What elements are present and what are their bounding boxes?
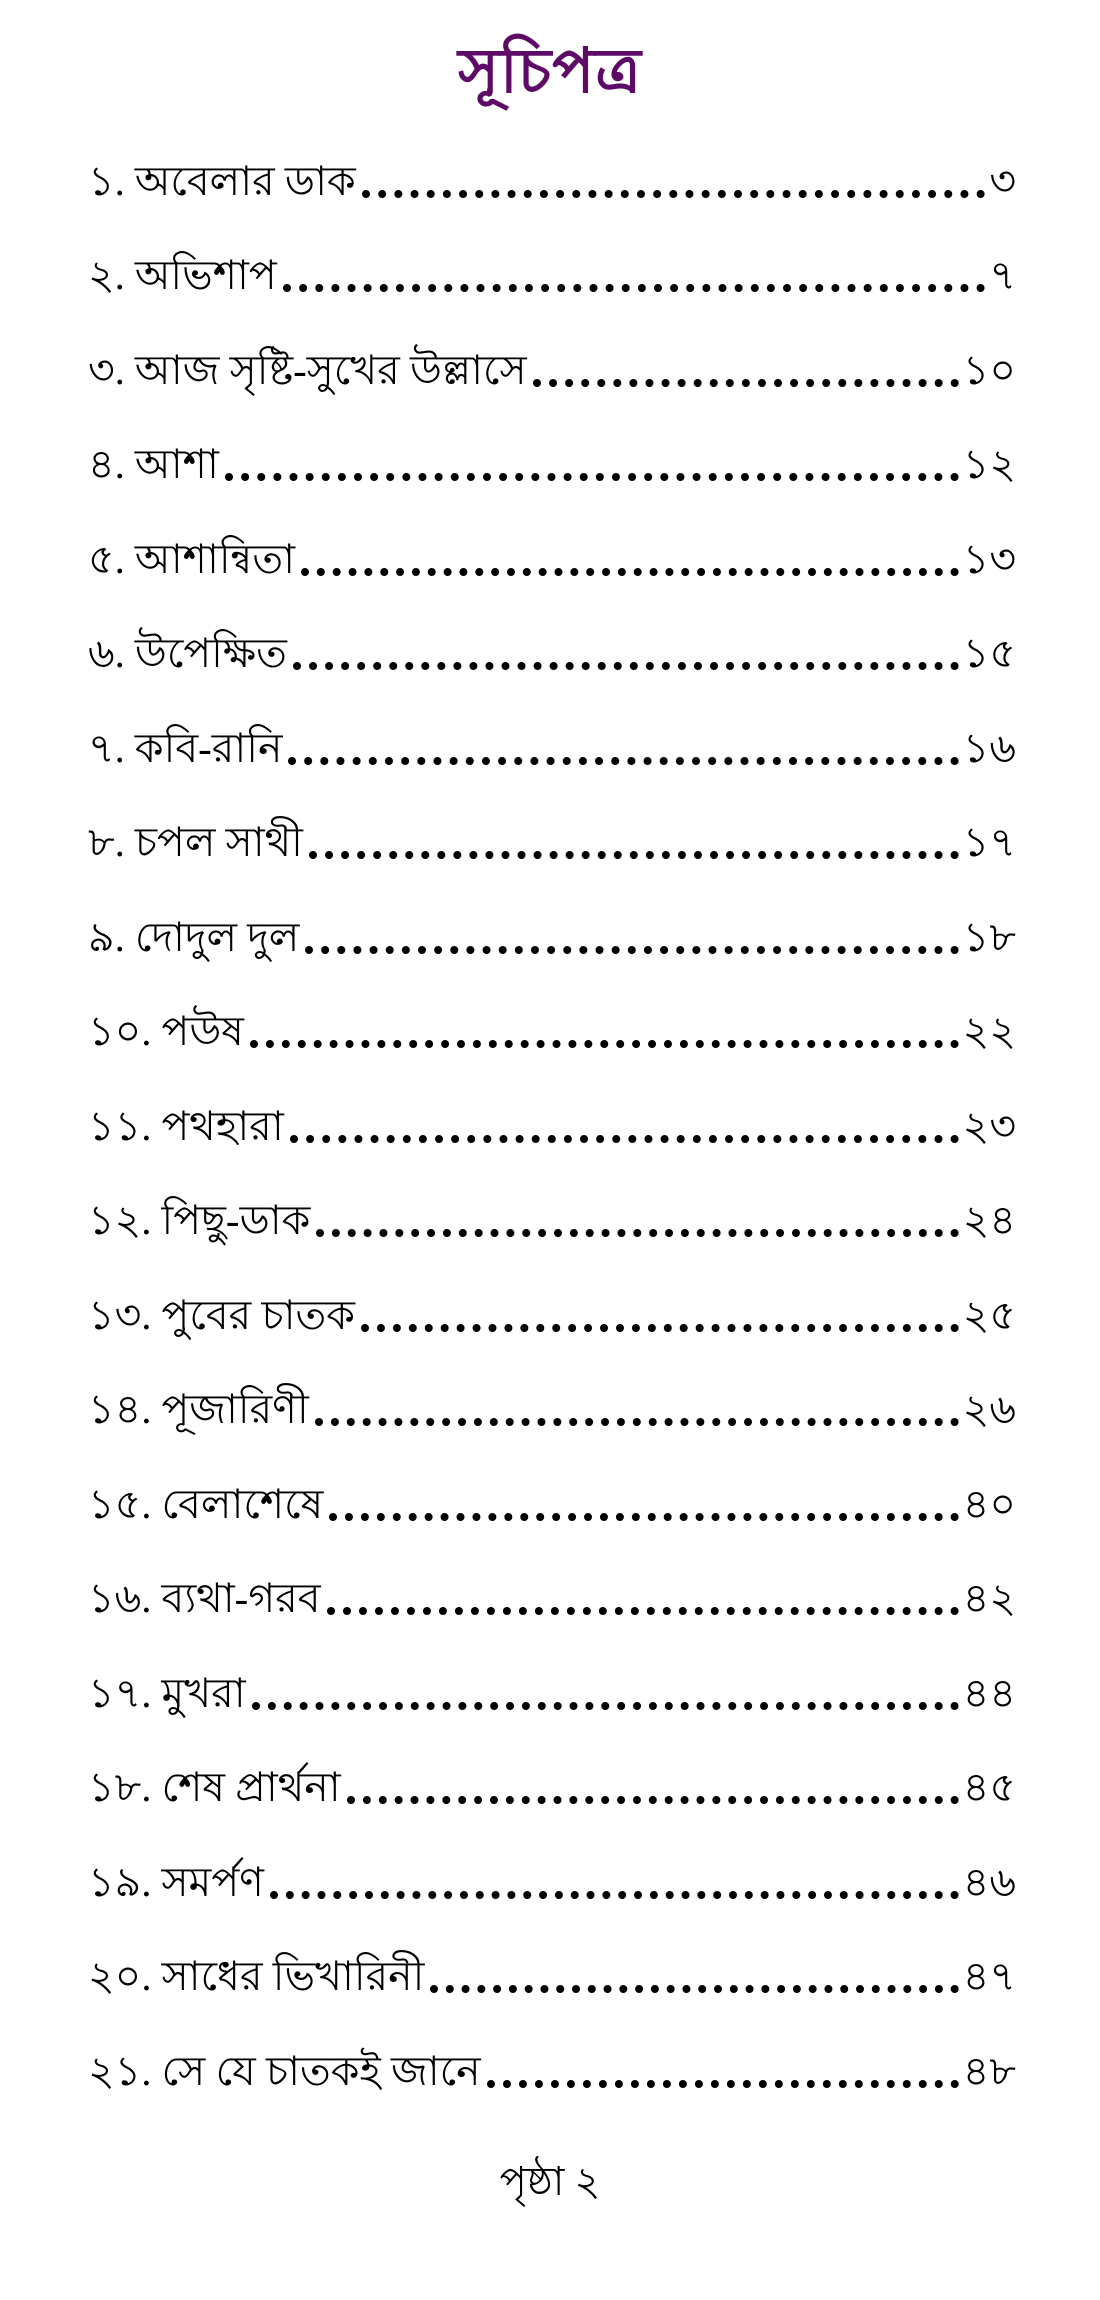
entry-page-number: ৭ xyxy=(989,252,1016,299)
entry-title: শেষ প্রার্থনা xyxy=(161,1764,341,1811)
dot-leader xyxy=(283,284,986,292)
toc-entry xyxy=(88,1268,1016,1363)
entry-number: ১৬. xyxy=(88,1575,152,1622)
dot-leader xyxy=(327,1607,959,1615)
entry-number: ৪. xyxy=(88,441,125,488)
toc-entry xyxy=(88,1930,1016,2025)
entry-title: উপেক্ষিত xyxy=(134,630,287,677)
toc-entry xyxy=(88,512,1016,607)
dot-leader xyxy=(288,757,958,765)
entry-page-number: ১৬ xyxy=(962,724,1016,771)
entry-title: বেলাশেষে xyxy=(161,1480,324,1527)
entry-page-number: ৪৬ xyxy=(962,1858,1016,1905)
entry-title: আশান্বিতা xyxy=(134,535,295,582)
entry-page-number: ৪৮ xyxy=(962,2047,1016,2094)
entry-title: পউষ xyxy=(161,1008,244,1055)
entry-title: পথহারা xyxy=(161,1102,284,1149)
entry-page-number: ২৩ xyxy=(962,1102,1016,1149)
entry-title: পিছু-ডাক xyxy=(161,1197,311,1244)
dot-leader xyxy=(487,2080,959,2088)
entry-title: ব্যথা-গরব xyxy=(161,1575,321,1622)
toc-entry xyxy=(88,607,1016,702)
entry-page-number: ৪২ xyxy=(962,1575,1016,1622)
toc-entry xyxy=(88,1552,1016,1647)
dot-leader xyxy=(362,190,986,198)
entry-number: ৫. xyxy=(88,535,125,582)
dot-leader xyxy=(293,662,959,670)
toc-list xyxy=(0,106,1100,2119)
entry-number: ১৩. xyxy=(88,1291,152,1338)
entry-title: পুবের চাতক xyxy=(161,1291,355,1338)
entry-number: ১৭. xyxy=(88,1669,152,1716)
entry-number: ২১. xyxy=(88,2047,152,2094)
entry-title: অভিশাপ xyxy=(134,252,277,299)
toc-entry xyxy=(88,701,1016,796)
entry-title: আশা xyxy=(134,441,219,488)
entry-page-number: ১২ xyxy=(962,441,1016,488)
dot-leader xyxy=(361,1324,959,1332)
entry-title: অবেলার ডাক xyxy=(134,157,356,204)
entry-page-number: ৪০ xyxy=(962,1480,1016,1527)
entry-title: চপল সাথী xyxy=(134,819,303,866)
dot-leader xyxy=(347,1796,959,1804)
entry-number: ১২. xyxy=(88,1197,152,1244)
dot-leader xyxy=(430,1985,958,1993)
entry-page-number: ১৩ xyxy=(962,535,1016,582)
entry-number: ১৪. xyxy=(88,1386,152,1433)
dot-leader xyxy=(329,1513,959,1521)
dot-leader xyxy=(316,1229,958,1237)
toc-entry xyxy=(88,418,1016,513)
entry-number: ১. xyxy=(88,157,125,204)
entry-number: ১০. xyxy=(88,1008,152,1055)
toc-entry xyxy=(88,1646,1016,1741)
dot-leader xyxy=(250,1040,959,1048)
dot-leader xyxy=(252,1702,959,1710)
dot-leader xyxy=(270,1891,959,1899)
toc-entry xyxy=(88,1835,1016,1930)
toc-entry xyxy=(88,796,1016,891)
entry-title: সে যে চাতকই জানে xyxy=(161,2047,481,2094)
page-footer: পৃষ্ঠা ২ xyxy=(499,2159,601,2204)
entry-number: ৯. xyxy=(88,913,125,960)
entry-title: সাধের ভিখারিনী xyxy=(161,1953,425,2000)
entry-number: ১৯. xyxy=(88,1858,152,1905)
entry-page-number: ২২ xyxy=(962,1008,1016,1055)
entry-number: ৮. xyxy=(88,819,125,866)
toc-entry xyxy=(88,1174,1016,1269)
entry-number: ২০. xyxy=(88,1953,152,2000)
entry-title: সমর্পণ xyxy=(161,1858,264,1905)
dot-leader xyxy=(305,946,958,954)
entry-page-number: ২৫ xyxy=(962,1291,1016,1338)
toc-entry xyxy=(88,134,1016,229)
entry-page-number: ১৫ xyxy=(962,630,1016,677)
entry-title: মুখরা xyxy=(161,1669,246,1716)
entry-page-number: ৪৭ xyxy=(962,1953,1016,2000)
entry-number: ২. xyxy=(88,252,125,299)
entry-page-number: ১০ xyxy=(962,346,1016,393)
toc-entry xyxy=(88,1741,1016,1836)
entry-page-number: ১৭ xyxy=(962,819,1016,866)
entry-title: আজ সৃষ্টি-সুখের উল্লাসে xyxy=(134,346,527,393)
entry-number: ৩. xyxy=(88,346,125,393)
entry-page-number: ২৪ xyxy=(962,1197,1016,1244)
entry-title: দোদুল দুল xyxy=(134,913,300,960)
toc-entry xyxy=(88,890,1016,985)
dot-leader xyxy=(315,1418,959,1426)
entry-page-number: ৪৪ xyxy=(962,1669,1016,1716)
entry-number: ৭. xyxy=(88,724,125,771)
entry-page-number: ১৮ xyxy=(962,913,1016,960)
entry-number: ১৫. xyxy=(88,1480,152,1527)
toc-entry xyxy=(88,985,1016,1080)
toc-entry xyxy=(88,229,1016,324)
entry-title: কবি-রানি xyxy=(134,724,283,771)
entry-page-number: ২৬ xyxy=(962,1386,1016,1433)
dot-leader xyxy=(225,473,959,481)
toc-entry xyxy=(88,1079,1016,1174)
entry-number: ১১. xyxy=(88,1102,152,1149)
entry-number: ১৮. xyxy=(88,1764,152,1811)
toc-entry xyxy=(88,1457,1016,1552)
dot-leader xyxy=(309,851,959,859)
dot-leader xyxy=(301,568,959,576)
dot-leader xyxy=(533,379,959,387)
entry-page-number: ৩ xyxy=(989,157,1016,204)
page-title: সূচিপত্র xyxy=(458,38,642,106)
dot-leader xyxy=(290,1135,959,1143)
toc-entry xyxy=(88,323,1016,418)
toc-entry xyxy=(88,2024,1016,2119)
toc-entry xyxy=(88,1363,1016,1458)
entry-title: পূজারিণী xyxy=(161,1386,309,1433)
entry-page-number: ৪৫ xyxy=(962,1764,1016,1811)
entry-number: ৬. xyxy=(88,630,125,677)
